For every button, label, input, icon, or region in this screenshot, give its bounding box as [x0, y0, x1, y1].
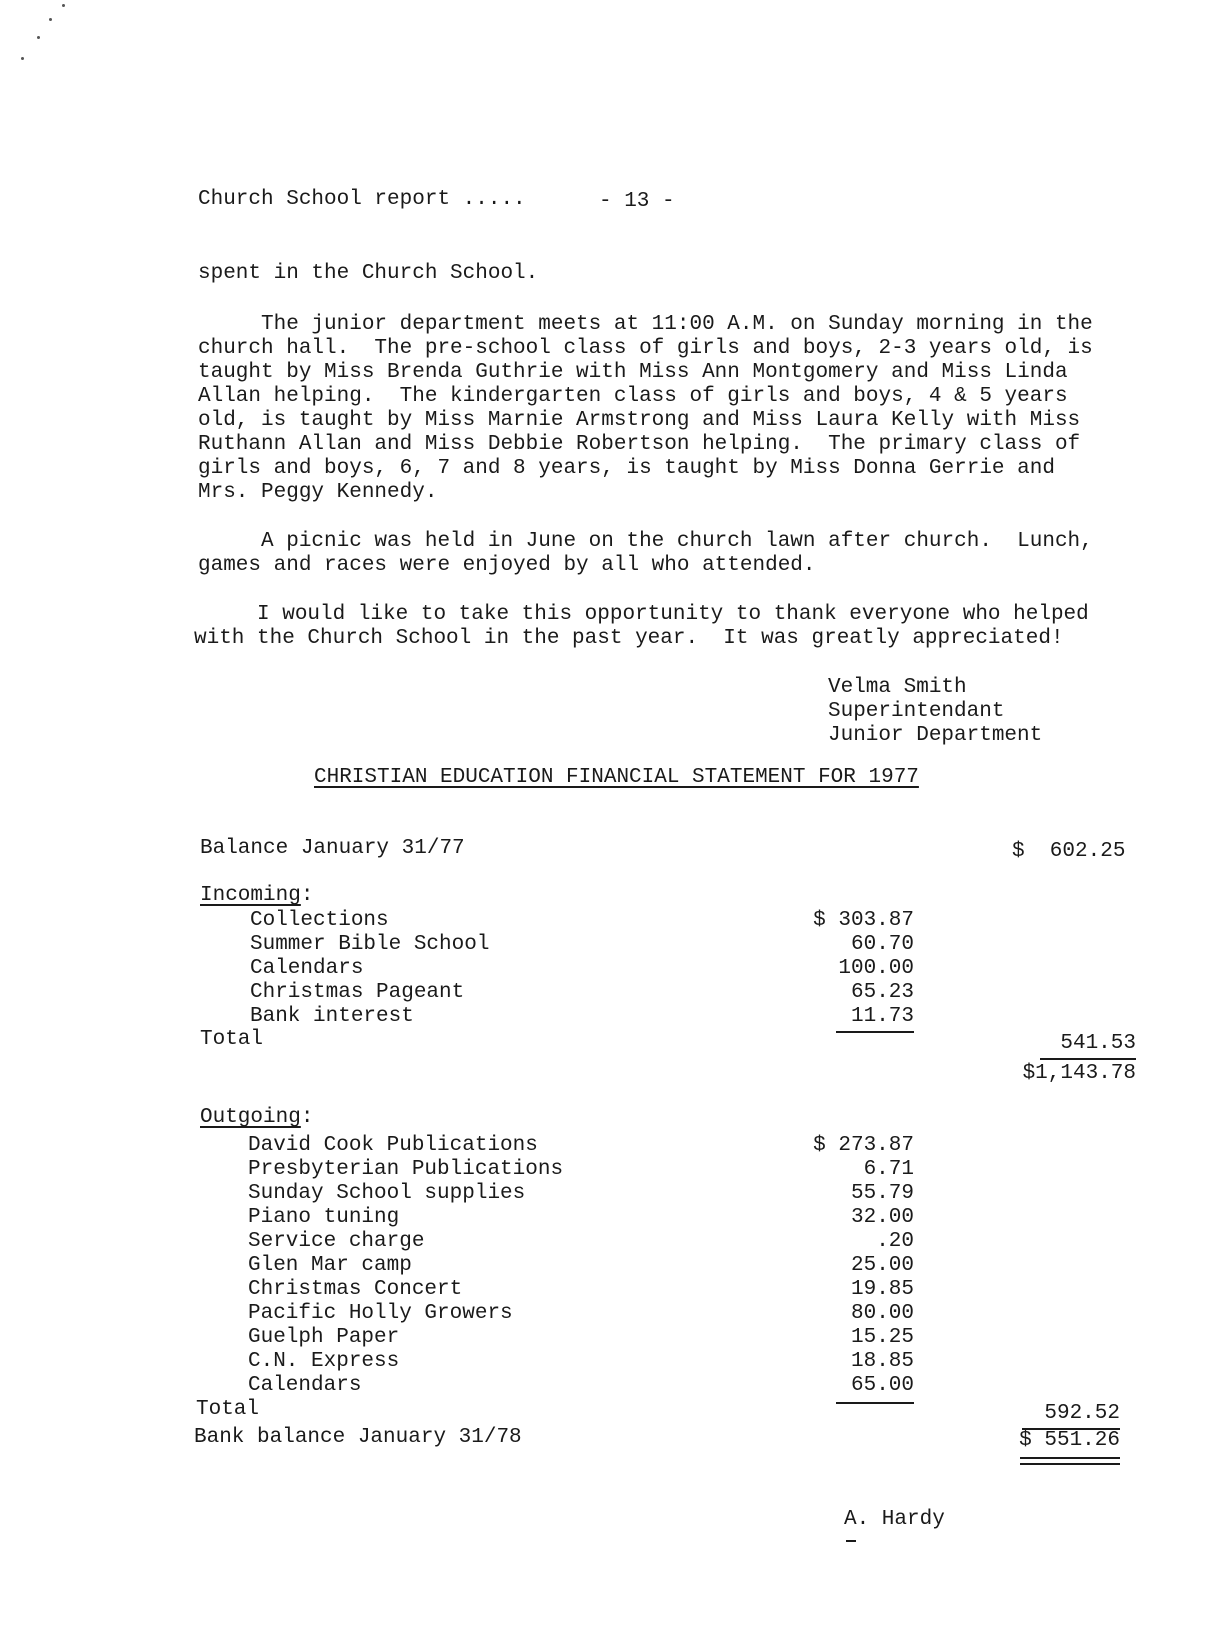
subtotal-rule [836, 1402, 914, 1404]
outgoing-item-label: Calendars [248, 1374, 362, 1397]
outgoing-item-amount: 25.00 [850, 1254, 914, 1277]
treasurer-signature-name: A. Hardy [844, 1508, 945, 1531]
outgoing-item-label: Guelph Paper [248, 1326, 400, 1349]
incoming-total-amount: 541.53 [1060, 1032, 1136, 1055]
double-underline-rule [1020, 1463, 1120, 1465]
outgoing-heading-colon: : [300, 1106, 314, 1129]
running-title: Church School report ..... [198, 188, 526, 211]
text-line: church hall. The pre-school class of girls and boys, 2-3 years old, is [198, 337, 1093, 360]
incoming-item-label: Collections [250, 909, 389, 932]
outgoing-heading-text: Outgoing [200, 1106, 301, 1129]
outgoing-item-label: Christmas Concert [248, 1278, 463, 1301]
opening-balance-amount: $ 602.25 [1012, 840, 1126, 863]
outgoing-item-label: Presbyterian Publications [248, 1158, 564, 1181]
paragraph-picnic [198, 530, 1098, 578]
outgoing-heading [200, 1106, 313, 1130]
subtotal-rule [836, 1031, 914, 1033]
scan-speck [49, 18, 52, 21]
outgoing-item-amount: 55.79 [850, 1182, 914, 1205]
outgoing-item-label: Service charge [248, 1230, 425, 1253]
outgoing-item-amount: 19.85 [850, 1278, 914, 1301]
incoming-item-amount: 60.70 [850, 933, 914, 956]
signature-department: Junior Department [828, 724, 1043, 747]
incoming-item-amount: $ 303.87 [813, 909, 914, 932]
text-line: Allan helping. The kindergarten class of girls and boys, 4 & 5 years [198, 385, 1068, 408]
incoming-item-amount: 100.00 [838, 957, 914, 980]
subtotal-amount: $1,143.78 [1022, 1062, 1136, 1085]
outgoing-item-label: Sunday School supplies [248, 1182, 526, 1205]
outgoing-item-amount: 65.00 [850, 1374, 914, 1397]
incoming-item-label: Calendars [250, 957, 364, 980]
outgoing-item-label: Pacific Holly Growers [248, 1302, 513, 1325]
paragraph-junior-department [198, 313, 1098, 505]
opening-balance-label: Balance January 31/77 [200, 837, 465, 860]
outgoing-item-amount: $ 273.87 [813, 1134, 914, 1157]
outgoing-item-amount: 80.00 [850, 1302, 914, 1325]
text-line: taught by Miss Brenda Guthrie with Miss Ann Montgomery and Miss Linda [198, 361, 1068, 384]
continuation-line: spent in the Church School. [198, 262, 539, 285]
closing-balance-amount: $ 551.26 [1019, 1429, 1120, 1452]
outgoing-item-amount: .20 [876, 1230, 914, 1253]
statement-heading: CHRISTIAN EDUCATION FINANCIAL STATEMENT FOR 1977 [314, 766, 919, 789]
incoming-item-amount: 11.73 [850, 1005, 914, 1028]
signature-title: Superintendant [828, 700, 1005, 723]
text-line: A picnic was held in June on the church lawn after church. Lunch, [198, 530, 1093, 553]
text-line: I would like to take this opportunity to thank everyone who helped [194, 603, 1089, 626]
incoming-heading-text: Incoming [200, 884, 301, 907]
incoming-item-label: Summer Bible School [250, 933, 490, 956]
outgoing-total-label: Total [196, 1398, 260, 1421]
text-line: Ruthann Allan and Miss Debbie Robertson helping. The primary class of [198, 433, 1081, 456]
text-line: Mrs. Peggy Kennedy. [198, 481, 438, 504]
outgoing-item-amount: 32.00 [850, 1206, 914, 1229]
total-rule [1040, 1058, 1136, 1060]
paragraph-thanks [194, 603, 1094, 651]
text-line: games and races were enjoyed by all who attended. [198, 554, 816, 577]
outgoing-item-label: C.N. Express [248, 1350, 400, 1373]
outgoing-item-amount: 6.71 [863, 1158, 914, 1181]
text-line: girls and boys, 6, 7 and 8 years, is taught by Miss Donna Gerrie and [198, 457, 1055, 480]
double-underline-rule [1020, 1457, 1120, 1459]
page-number: - 13 - [599, 190, 675, 213]
signature-name: Velma Smith [828, 676, 967, 699]
scan-speck [37, 36, 40, 39]
scan-speck [21, 57, 24, 60]
incoming-item-amount: 65.23 [850, 981, 914, 1004]
text-line: with the Church School in the past year. It was greatly appreciated! [194, 627, 1064, 650]
incoming-heading-colon: : [300, 884, 314, 907]
incoming-total-label: Total [200, 1028, 264, 1051]
text-line: The junior department meets at 11:00 A.M. on Sunday morning in the [198, 313, 1093, 336]
incoming-heading [200, 884, 313, 908]
closing-balance-label: Bank balance January 31/78 [194, 1426, 522, 1449]
signature-mark [846, 1540, 856, 1542]
outgoing-total-amount: 592.52 [1044, 1402, 1120, 1425]
outgoing-item-amount: 15.25 [850, 1326, 914, 1349]
outgoing-item-amount: 18.85 [850, 1350, 914, 1373]
incoming-item-label: Christmas Pageant [250, 981, 465, 1004]
outgoing-item-label: David Cook Publications [248, 1134, 538, 1157]
outgoing-item-label: Glen Mar camp [248, 1254, 412, 1277]
scan-speck [62, 4, 65, 7]
incoming-item-label: Bank interest [250, 1005, 414, 1028]
outgoing-item-label: Piano tuning [248, 1206, 400, 1229]
text-line: old, is taught by Miss Marnie Armstrong and Miss Laura Kelly with Miss [198, 409, 1081, 432]
